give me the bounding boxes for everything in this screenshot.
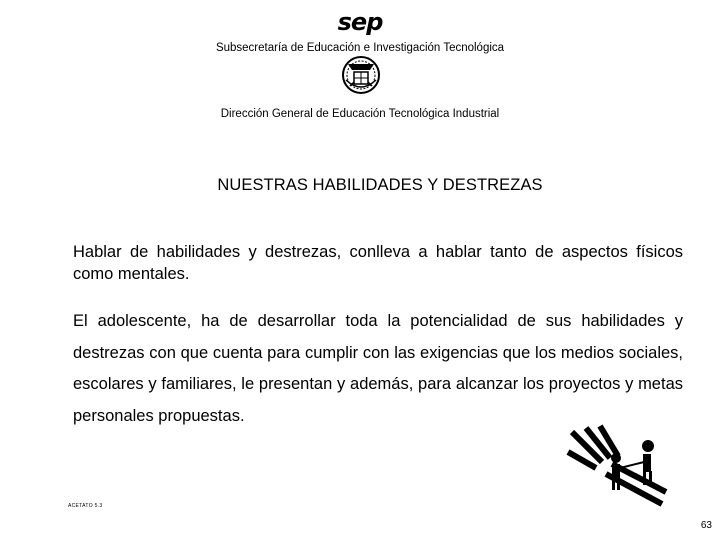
page-number: 63	[700, 520, 712, 531]
people-crossing-icon	[562, 424, 672, 510]
page-title: NUESTRAS HABILIDADES Y DESTREZAS	[217, 176, 543, 194]
paragraph-1: Hablar de habilidades y destrezas, conlleva a hablar tanto de aspectos físicos como mentales.	[73, 243, 683, 283]
institution-emblem-icon	[340, 54, 382, 96]
footnote-label: ACETATO 5.3	[68, 503, 103, 509]
sep-logo: sep	[337, 8, 383, 36]
subsecretaria-heading: Subsecretaría de Educación e Investigación Tecnológica	[215, 42, 505, 54]
paragraph-2: El adolescente, ha de desarrollar toda la potencialidad de sus habilidades y destrezas con que cuenta para cumplir con las exigencias que los medios sociales, escolares y familiares, le presentan y además, para alcanzar los proyectos y metas personales propuestas.	[73, 312, 683, 425]
direccion-heading: Dirección General de Educación Tecnológica Industrial	[220, 108, 500, 120]
